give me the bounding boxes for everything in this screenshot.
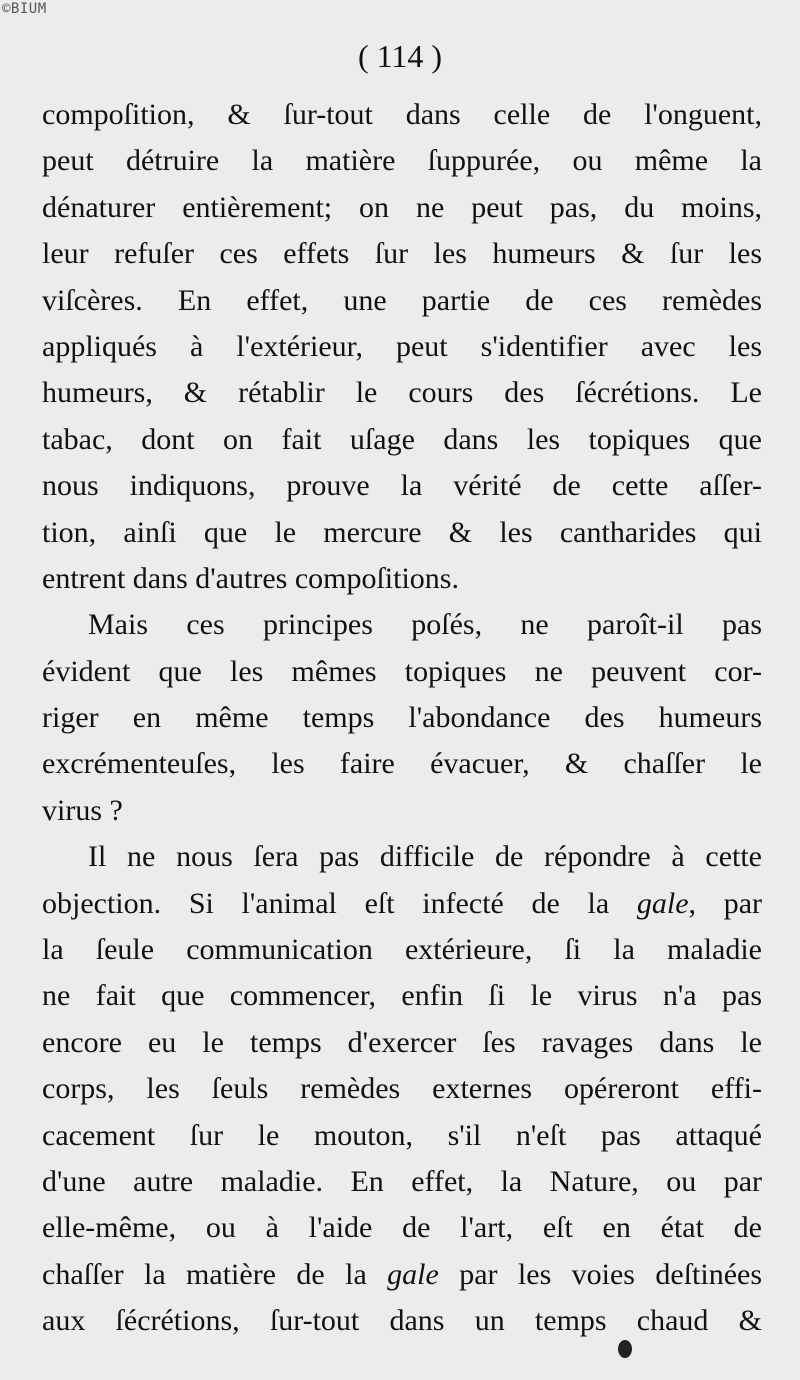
text-line: dénaturer entièrement; on ne peut pas, du moins, <box>42 190 762 224</box>
text-line: entrent dans d'autres compoſitions. <box>42 561 459 595</box>
text-line: nous indiquons, prouve la vérité de cette aſſer- <box>42 469 762 503</box>
text-line: corps, les ſeuls remèdes externes opéreront effi- <box>42 1072 762 1106</box>
text-line: humeurs, & rétablir le cours des ſécrétions. Le <box>42 376 762 410</box>
page-number: ( 114 ) <box>357 38 443 74</box>
text-segment: objection. Si l'animal eſt infecté de la <box>42 886 610 920</box>
text-line: leur refuſer ces effets ſur les humeurs & ſur les <box>42 237 762 271</box>
text-segment: chaſſer la matière de la <box>42 1257 367 1291</box>
text-line: d'une autre maladie. En effet, la Nature, ou par <box>42 1164 762 1198</box>
text-line <box>42 1252 762 1298</box>
text-line: évident que les mêmes topiques ne peuvent cor- <box>42 654 762 688</box>
italic-word: gale <box>387 1257 439 1291</box>
library-watermark: ©BIUM <box>2 1 47 17</box>
text-line: encore eu le temps d'exercer ſes ravages dans le <box>42 1025 762 1059</box>
paragraph-start-line: Il ne nous ſera pas difficile de répondre à cette <box>88 840 762 874</box>
italic-word: gale <box>636 886 689 920</box>
paragraph-start-line: Mais ces principes poſés, ne paroît-il pas <box>88 608 762 642</box>
text-line: appliqués à l'extérieur, peut s'identifier avec les <box>42 329 762 363</box>
text-line: aux ſécrétions, ſur-tout dans un temps chaud & <box>42 1304 762 1338</box>
text-line: la ſeule communication extérieure, ſi la maladie <box>42 933 762 967</box>
ink-blot <box>618 1340 632 1358</box>
text-line <box>42 881 762 927</box>
text-line: compoſition, & ſur-tout dans celle de l'onguent, <box>42 98 762 131</box>
text-line: ne fait que commencer, enfin ſi le virus n'a pas <box>42 979 762 1013</box>
text-line: tabac, dont on fait uſage dans les topiques que <box>42 422 762 456</box>
body-text <box>42 92 762 1345</box>
text-line: riger en même temps l'abondance des humeurs <box>42 701 762 735</box>
text-line: viſcères. En effet, une partie de ces remèdes <box>42 283 762 317</box>
text-line: peut détruire la matière ſuppurée, ou même la <box>42 144 762 178</box>
text-line: cacement ſur le mouton, s'il n'eſt pas attaqué <box>42 1118 762 1152</box>
text-line: excrémenteuſes, les faire évacuer, & chaſſer le <box>42 747 762 781</box>
text-line: virus ? <box>42 793 123 827</box>
text-line: tion, ainſi que le mercure & les cantharides qui <box>42 515 762 549</box>
text-line: elle-même, ou à l'aide de l'art, eſt en état de <box>42 1211 762 1245</box>
text-segment: par les voies deſtinées <box>438 1257 763 1291</box>
text-segment: , par <box>688 886 763 920</box>
